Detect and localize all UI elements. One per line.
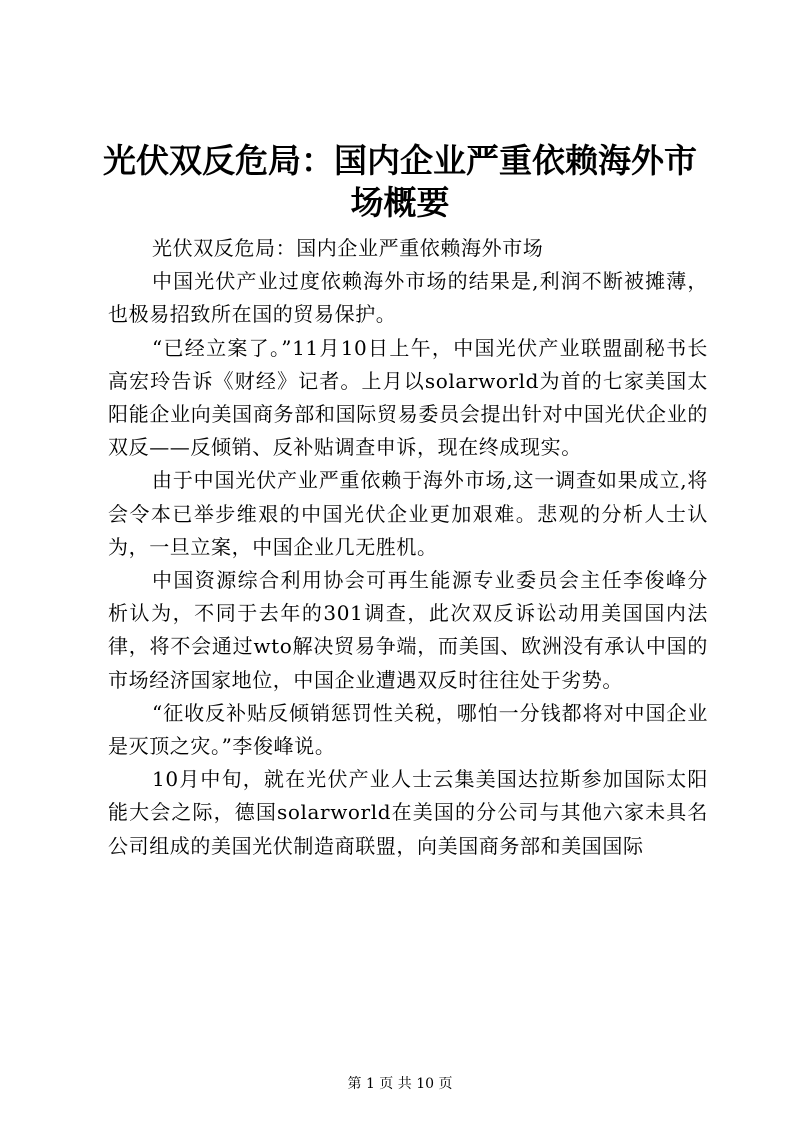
paragraph: 由于中国光伏产业严重依赖于海外市场,这一调查如果成立,将会令本已举步维艰的中国光伏企业更加艰难。悲观的分析人士认为，一旦立案，中国企业几无胜机。 (108, 468, 708, 559)
paragraph: 10月中旬，就在光伏产业人士云集美国达拉斯参加国际太阳能大会之际，德国solarworld在美国的分公司与其他六家未具名公司组成的美国光伏制造商联盟，向美国商务部和美国国际 (108, 767, 708, 858)
paragraph: 中国资源综合利用协会可再生能源专业委员会主任李俊峰分析认为，不同于去年的301调查，此次双反诉讼动用美国国内法律，将不会通过wto解决贸易争端，而美国、欧洲没有承认中国的市场经济国家地位，中国企业遭遇双反时往往处于劣势。 (108, 568, 708, 692)
document-body (108, 232, 708, 863)
paragraph: 中国光伏产业过度依赖海外市场的结果是,利润不断被摊薄，也极易招致所在国的贸易保护。 (108, 269, 708, 327)
paragraph-subtitle: 光伏双反危局：国内企业严重依赖海外市场 (152, 236, 544, 260)
document-title: 光伏双反危局：国内企业严重依赖海外市场概要 (103, 141, 697, 222)
paragraph: “已经立案了。”11月10日上午，中国光伏产业联盟副秘书长高宏玲告诉《财经》记者。上月以solarworld为首的七家美国太阳能企业向美国商务部和国际贸易委员会提出针对中国光伏企业的双反——反倾销、反补贴调查申诉，现在终成现实。 (108, 335, 708, 460)
page-footer: 第 1 页 共 10 页 (347, 1076, 453, 1092)
paragraph: “征收反补贴反倾销惩罚性关税，哪怕一分钱都将对中国企业是灭顶之灾。”李俊峰说。 (108, 700, 708, 759)
